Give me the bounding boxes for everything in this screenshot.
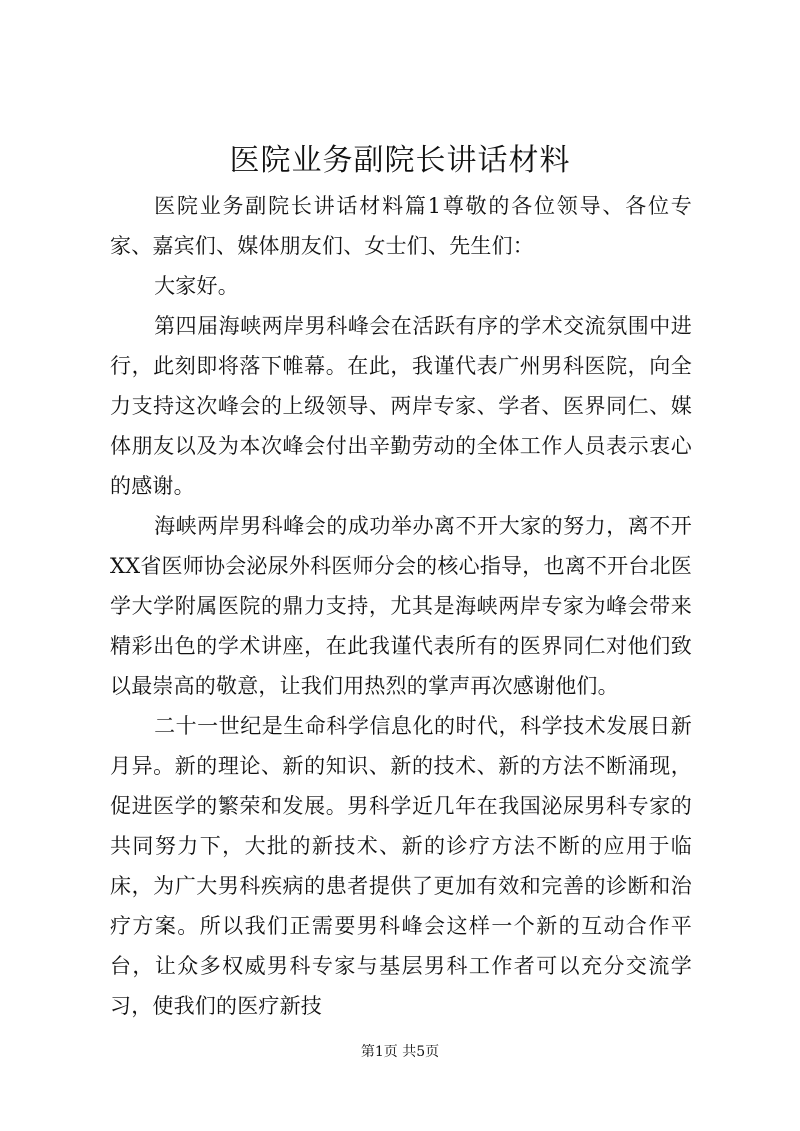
page-number-footer: 第1页 共5页 [360, 1044, 440, 1060]
paragraph-thanks: 第四届海峡两岸男科峰会在活跃有序的学术交流氛围中进行，此刻即将落下帷幕。在此，我谨代表广州男科医院，向全力支持这次峰会的上级领导、两岸专家、学者、医界同仁、媒体朋友以及为本次峰会付出辛勤劳动的全体工作人员表示衷心的感谢。 [110, 314, 692, 498]
paragraph-salutation: 医院业务副院长讲话材料篇1尊敬的各位领导、各位专家、嘉宾们、媒体朋友们、女士们、先生们： [110, 194, 692, 258]
document-body [110, 186, 692, 1026]
page-title: 医院业务副院长讲话材料 [229, 143, 571, 178]
paragraph-development: 二十一世纪是生命科学信息化的时代，科学技术发展日新月异。新的理论、新的知识、新的技术、新的方法不断涌现，促进医学的繁荣和发展。男科学近几年在我国泌尿男科专家的共同努力下，大批的新技术、新的诊疗方法不断的应用于临床，为广大男科疾病的患者提供了更加有效和完善的诊断和治疗方案。所以我们正需要男科峰会这样一个新的互动合作平台，让众多权威男科专家与基层男科工作者可以充分交流学习，使我们的医疗新技 [110, 714, 692, 1018]
paragraph-acknowledgement: 海峡两岸男科峰会的成功举办离不开大家的努力，离不开XX省医师协会泌尿外科医师分会的核心指导，也离不开台北医学大学附属医院的鼎力支持，尤其是海峡两岸专家为峰会带来精彩出色的学术讲座，在此我谨代表所有的医界同仁对他们致以最崇高的敬意，让我们用热烈的掌声再次感谢他们。 [110, 514, 692, 698]
paragraph-greeting: 大家好。 [154, 274, 239, 298]
